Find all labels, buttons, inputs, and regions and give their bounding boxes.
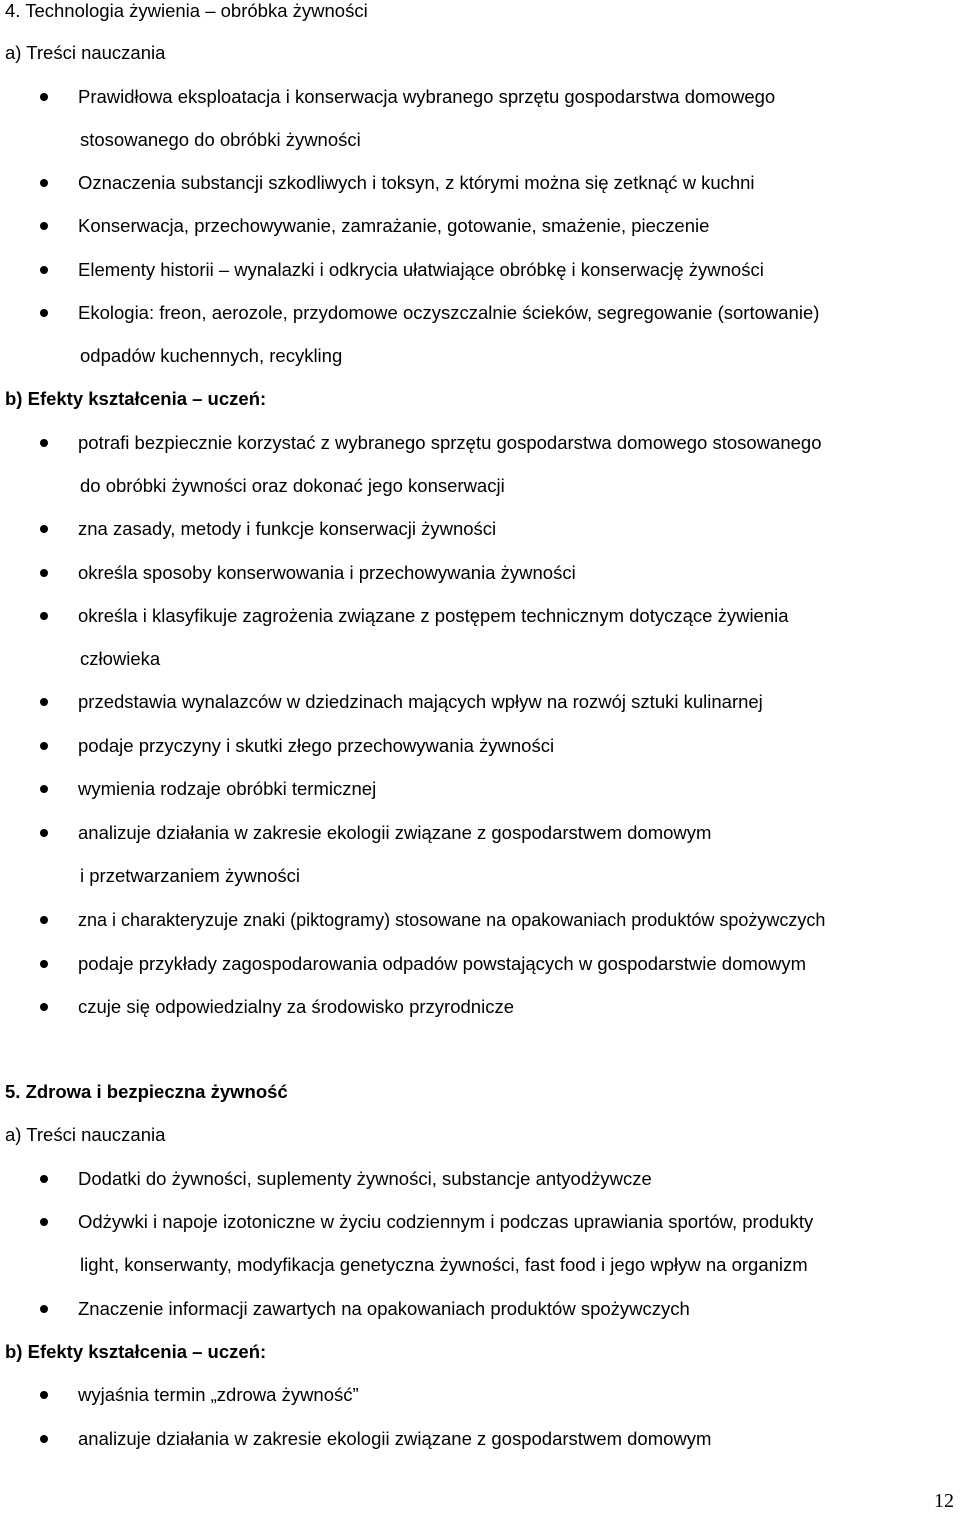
list-item: Dodatki do żywności, suplementy żywności, substancje antyodżywcze: [78, 1168, 652, 1189]
list-item: określa sposoby konserwowania i przechowywania żywności: [78, 562, 576, 583]
list-item: podaje przyczyny i skutki złego przechowywania żywności: [78, 735, 555, 756]
list-item-continuation: człowieka: [80, 648, 161, 669]
bullet: [40, 1391, 48, 1399]
bullet: [40, 525, 48, 533]
bullet: [40, 1435, 48, 1443]
bullet: [40, 829, 48, 837]
list-item-continuation: odpadów kuchennych, recykling: [80, 345, 343, 366]
bullet: [40, 266, 48, 274]
list-item: analizuje działania w zakresie ekologii związane z gospodarstwem domowym: [78, 1428, 712, 1449]
section-5-outcomes-heading: b) Efekty kształcenia – uczeń:: [5, 1341, 267, 1362]
list-item: wyjaśnia termin „zdrowa żywność”: [78, 1384, 359, 1405]
bullet: [40, 309, 48, 317]
bullet: [40, 612, 48, 620]
list-item-continuation: i przetwarzaniem żywności: [80, 865, 301, 886]
list-item: zna i charakteryzuje znaki (piktogramy) stosowane na opakowaniach produktów spożywczych: [78, 910, 826, 930]
page-number: 12: [934, 1490, 954, 1512]
list-item: podaje przykłady zagospodarowania odpadów powstających w gospodarstwie domowym: [78, 953, 807, 974]
bullet: [40, 785, 48, 793]
list-item-continuation: light, konserwanty, modyfikacja genetyczna żywności, fast food i jego wpływ na organizm: [80, 1254, 808, 1275]
bullet: [40, 93, 48, 101]
list-item: Odżywki i napoje izotoniczne w życiu codziennym i podczas uprawiania sportów, produkty: [78, 1211, 814, 1232]
bullet: [40, 179, 48, 187]
bullet: [40, 439, 48, 447]
list-item: Prawidłowa eksploatacja i konserwacja wybranego sprzętu gospodarstwa domowego: [78, 86, 776, 107]
list-item: określa i klasyfikuje zagrożenia związane z postępem technicznym dotyczące żywienia: [78, 605, 789, 626]
bullet: [40, 960, 48, 968]
list-item-continuation: stosowanego do obróbki żywności: [80, 129, 361, 150]
bullet: [40, 916, 48, 924]
list-item: wymienia rodzaje obróbki termicznej: [78, 778, 377, 799]
section-5-content-heading: a) Treści nauczania: [5, 1124, 166, 1145]
bullet: [40, 1305, 48, 1313]
list-item: analizuje działania w zakresie ekologii związane z gospodarstwem domowym: [78, 822, 712, 843]
bullet: [40, 1003, 48, 1011]
list-item: Konserwacja, przechowywanie, zamrażanie, gotowanie, smażenie, pieczenie: [78, 215, 710, 236]
section-4-title: 4. Technologia żywienia – obróbka żywności: [5, 0, 368, 21]
bullet: [40, 569, 48, 577]
list-item: przedstawia wynalazców w dziedzinach mających wpływ na rozwój sztuki kulinarnej: [78, 691, 763, 712]
bullet: [40, 222, 48, 230]
bullet: [40, 1218, 48, 1226]
section-4-outcomes-heading: b) Efekty kształcenia – uczeń:: [5, 388, 267, 409]
list-item: Ekologia: freon, aerozole, przydomowe oczyszczalnie ścieków, segregowanie (sortowanie): [78, 302, 820, 323]
list-item: Oznaczenia substancji szkodliwych i toksyn, z którymi można się zetknąć w kuchni: [78, 172, 755, 193]
section-4-content-heading: a) Treści nauczania: [5, 42, 166, 63]
list-item: zna zasady, metody i funkcje konserwacji żywności: [78, 518, 497, 539]
list-item: czuje się odpowiedzialny za środowisko przyrodnicze: [78, 996, 514, 1017]
section-5-title: 5. Zdrowa i bezpieczna żywność: [5, 1081, 288, 1102]
list-item: potrafi bezpiecznie korzystać z wybranego sprzętu gospodarstwa domowego stosowanego: [78, 432, 822, 453]
bullet: [40, 742, 48, 750]
bullet: [40, 1175, 48, 1183]
list-item: Znaczenie informacji zawartych na opakowaniach produktów spożywczych: [78, 1298, 690, 1319]
list-item: Elementy historii – wynalazki i odkrycia ułatwiające obróbkę i konserwację żywności: [78, 259, 764, 280]
bullet: [40, 698, 48, 706]
list-item-continuation: do obróbki żywności oraz dokonać jego konserwacji: [80, 475, 505, 496]
